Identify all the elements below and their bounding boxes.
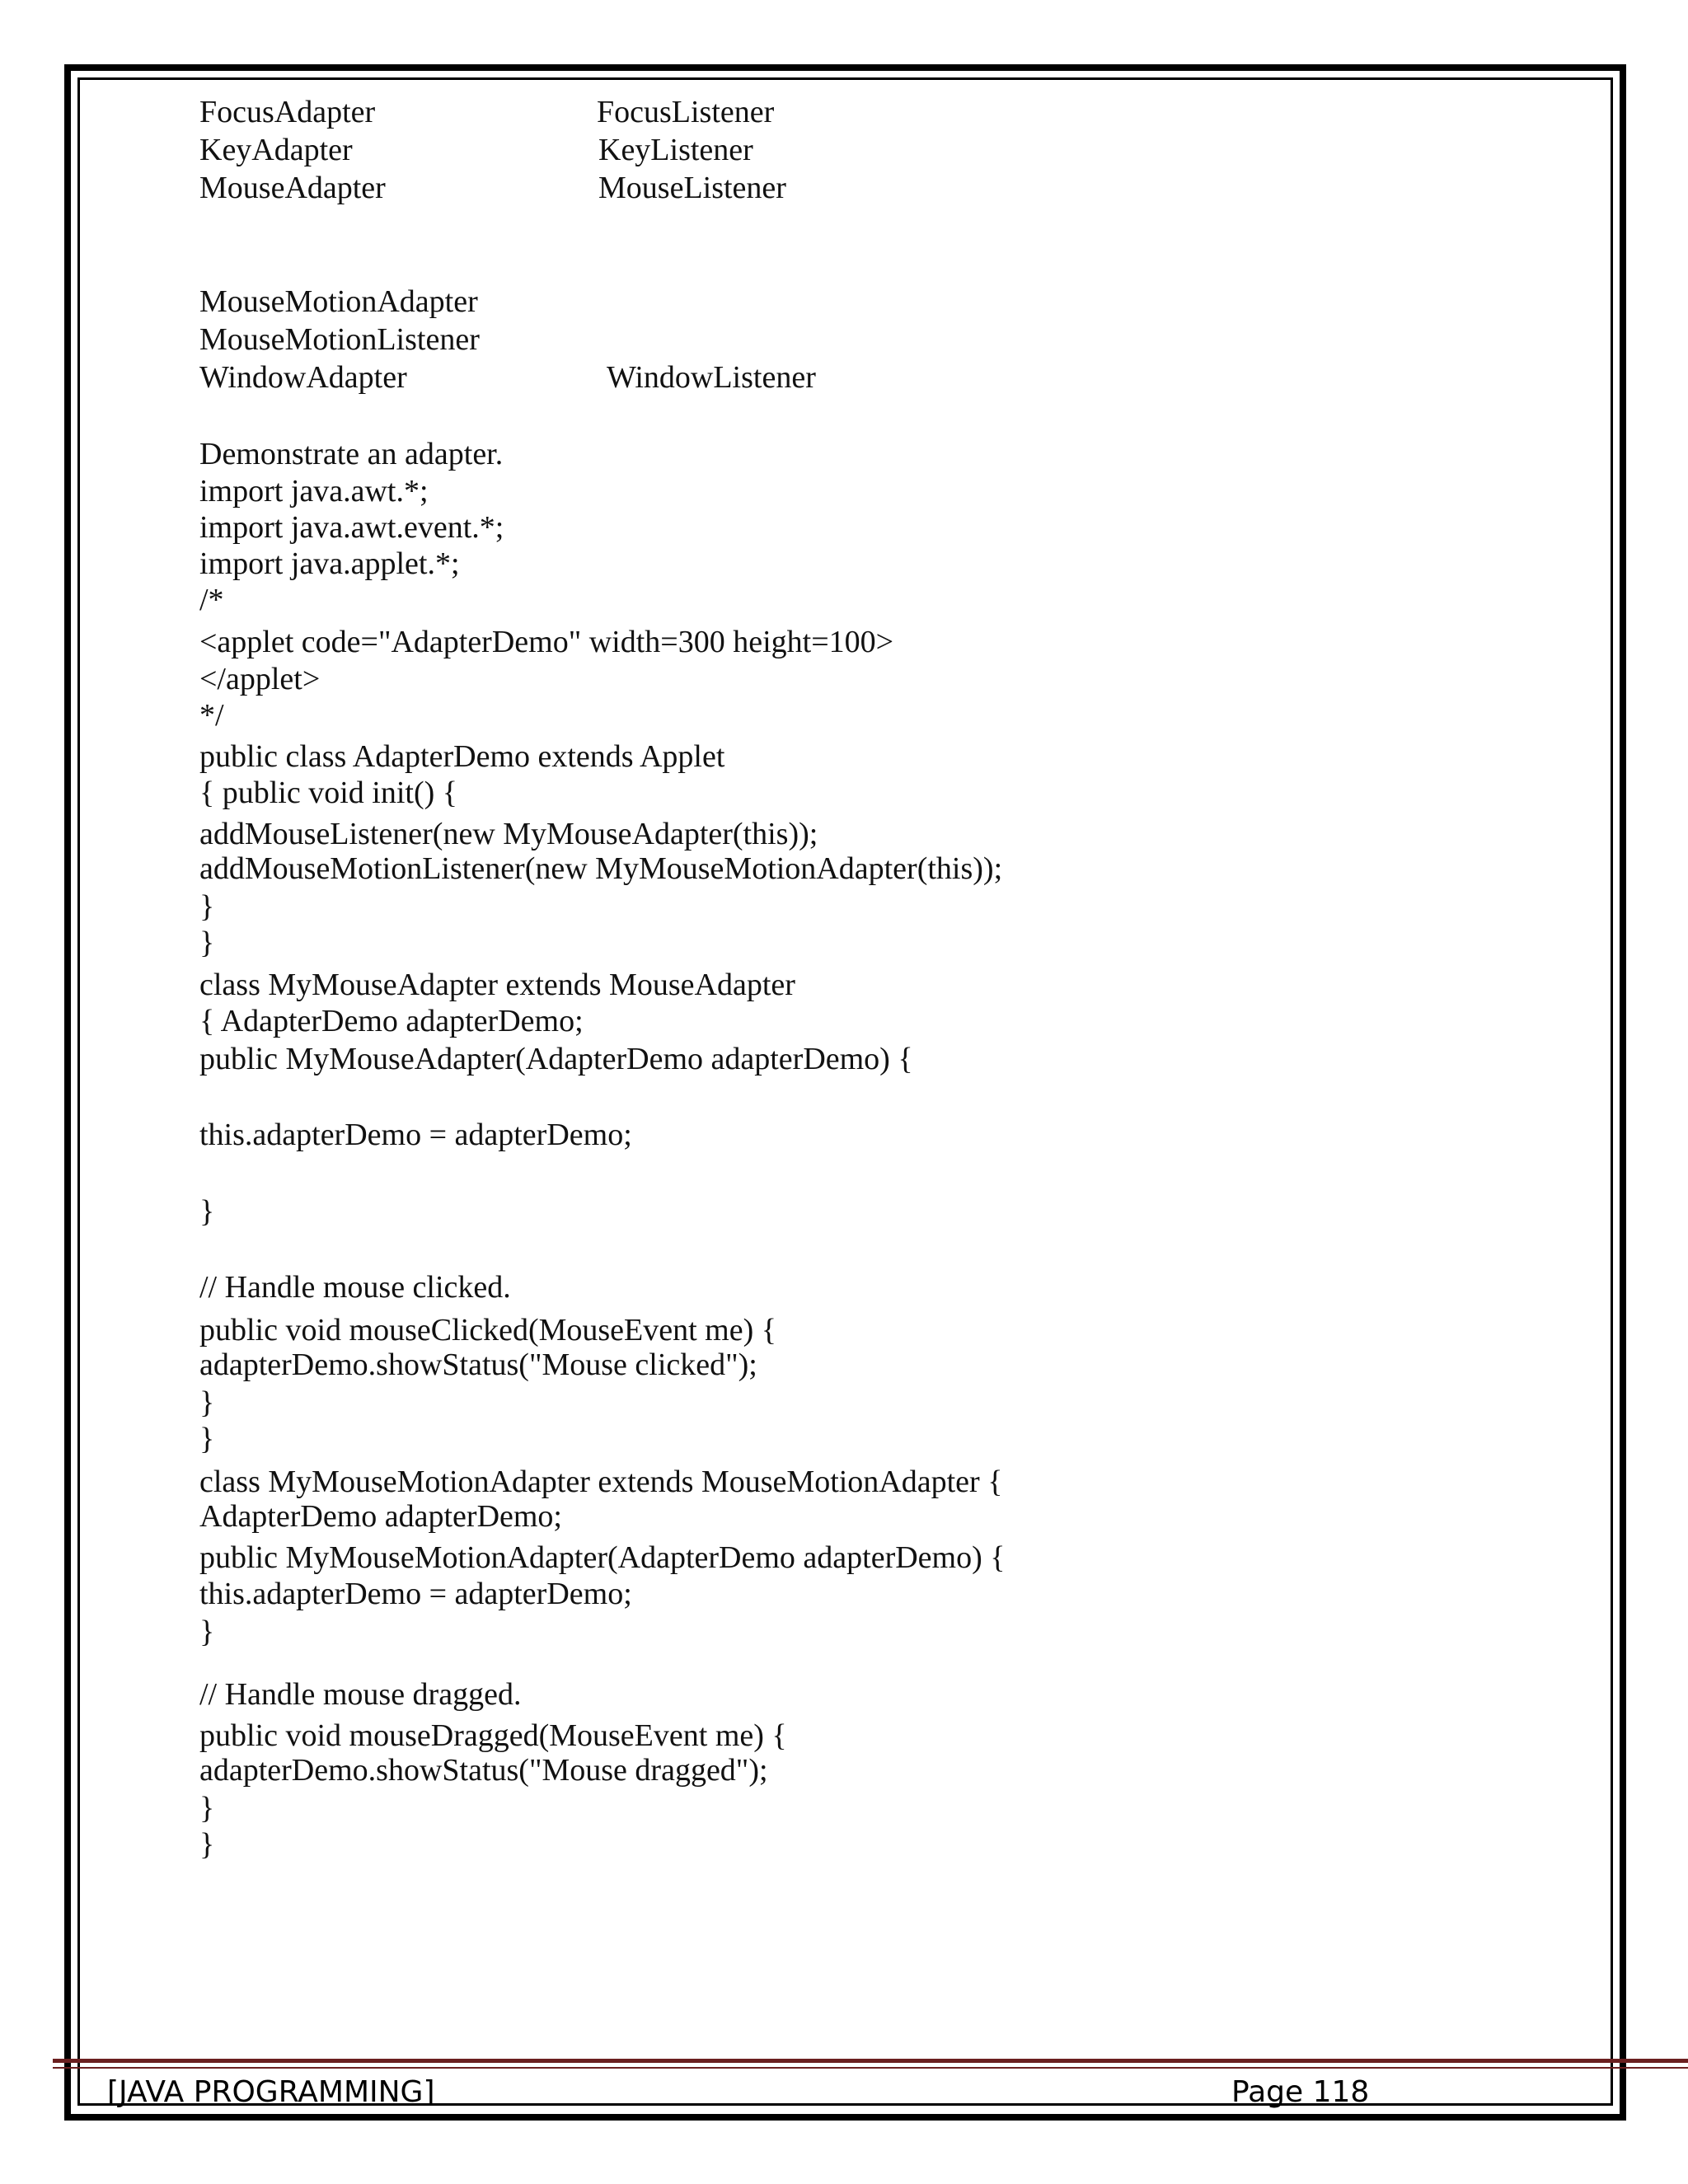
code-line: }: [199, 926, 215, 960]
running-header-title: [JAVA PROGRAMMING]: [107, 2075, 435, 2109]
footer-rule-thin: [53, 2067, 1688, 2069]
code-line: public class AdapterDemo extends Applet: [199, 739, 725, 774]
code-line: import java.awt.*;: [199, 474, 429, 509]
page-number: Page 118: [1231, 2075, 1370, 2109]
code-line: public void mouseDragged(MouseEvent me) {: [199, 1718, 787, 1753]
code-line: class MyMouseMotionAdapter extends MouseMotionAdapter {: [199, 1465, 1003, 1499]
code-line: */: [199, 698, 224, 733]
listener-name: FocusListener: [597, 95, 775, 129]
code-line: AdapterDemo adapterDemo;: [199, 1499, 562, 1534]
code-line: // Handle mouse dragged.: [199, 1677, 522, 1712]
code-line: }: [199, 1791, 215, 1825]
code-line: { AdapterDemo adapterDemo;: [199, 1004, 584, 1038]
code-line: public MyMouseAdapter(AdapterDemo adapterDemo) {: [199, 1042, 913, 1076]
code-line: }: [199, 889, 215, 924]
code-line: { public void init() {: [199, 776, 457, 810]
code-line: <applet code="AdapterDemo" width=300 height=100>: [199, 625, 894, 659]
code-line: this.adapterDemo = adapterDemo;: [199, 1577, 632, 1611]
listener-name: MouseListener: [598, 171, 786, 205]
code-line: adapterDemo.showStatus("Mouse dragged");: [199, 1753, 768, 1788]
code-line: import java.applet.*;: [199, 546, 460, 581]
code-line: public MyMouseMotionAdapter(AdapterDemo adapterDemo) {: [199, 1540, 1006, 1575]
code-line: </applet>: [199, 662, 321, 696]
adapter-name: KeyAdapter: [199, 133, 353, 167]
code-line: }: [199, 1827, 215, 1862]
adapter-name: FocusAdapter: [199, 95, 376, 129]
code-line: }: [199, 1422, 215, 1456]
code-line: public void mouseClicked(MouseEvent me) {: [199, 1313, 776, 1347]
code-line: /*: [199, 583, 224, 617]
code-line: }: [199, 1194, 215, 1229]
listener-name: KeyListener: [598, 133, 753, 167]
code-line: }: [199, 1615, 215, 1649]
adapter-name: MouseAdapter: [199, 171, 386, 205]
code-line: class MyMouseAdapter extends MouseAdapter: [199, 968, 795, 1002]
listener-name: WindowListener: [607, 360, 816, 395]
adapter-name: WindowAdapter: [199, 360, 407, 395]
footer-rule-thick: [53, 2059, 1688, 2063]
code-line: addMouseMotionListener(new MyMouseMotionAdapter(this));: [199, 851, 1003, 886]
code-line: // Handle mouse clicked.: [199, 1270, 511, 1305]
adapter-name: MouseMotionAdapter: [199, 284, 478, 319]
section-heading: Demonstrate an adapter.: [199, 437, 504, 471]
code-line: }: [199, 1385, 215, 1420]
code-line: this.adapterDemo = adapterDemo;: [199, 1118, 632, 1152]
code-line: adapterDemo.showStatus("Mouse clicked");: [199, 1347, 757, 1382]
code-line: addMouseListener(new MyMouseAdapter(this));: [199, 817, 818, 851]
code-line: import java.awt.event.*;: [199, 510, 504, 545]
listener-name: MouseMotionListener: [199, 322, 480, 357]
